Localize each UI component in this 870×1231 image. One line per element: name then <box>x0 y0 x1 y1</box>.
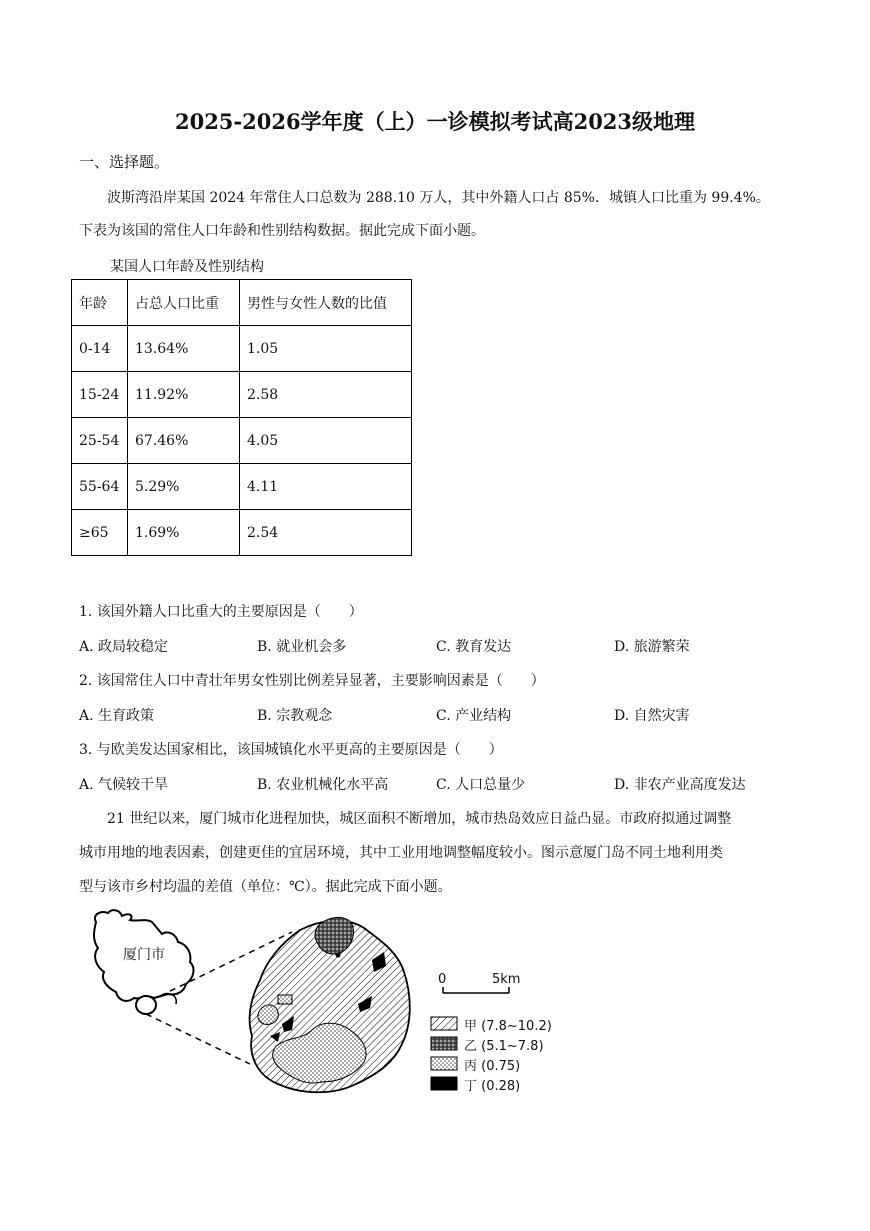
legend-label-ding: 丁 (0.28) <box>464 1079 521 1094</box>
question-1-option-d: D. 旅游繁荣 <box>614 639 690 655</box>
map-city-label: 厦门市 <box>123 947 165 963</box>
xiamen-island-inset <box>136 996 156 1014</box>
question-1-option-b: B. 就业机会多 <box>257 639 347 655</box>
table-cell: 5.29% <box>128 464 240 510</box>
table-cell: 4.05 <box>240 418 412 464</box>
table-cell: 1.69% <box>128 510 240 556</box>
legend-label-yi: 乙 (5.1~7.8) <box>464 1039 544 1054</box>
connector-line <box>146 1014 250 1064</box>
question-2-option-c: C. 产业结构 <box>436 708 512 724</box>
table-cell: 4.11 <box>240 464 412 510</box>
question-2-option-d: D. 自然灾害 <box>614 708 690 724</box>
legend-swatch-yi <box>431 1037 457 1050</box>
question-1-stem: 1. 该国外籍人口比重大的主要原因是（ ） <box>79 604 363 620</box>
legend-label-jia: 甲 (7.8~10.2) <box>464 1019 552 1034</box>
table-cell: 55-64 <box>72 464 128 510</box>
intro2-line2: 城市用地的地表因素，创建更佳的宜居环境，其中工业用地调整幅度较小。图示意厦门岛不同土地利用类 <box>79 845 723 861</box>
question-2-option-b: B. 宗教观念 <box>257 708 333 724</box>
question-3-stem: 3. 与欧美发达国家相比，该国城镇化水平更高的主要原因是（ ） <box>79 742 503 758</box>
question-3-option-a: A. 气候较干旱 <box>79 777 169 793</box>
question-1-option-c: C. 教育发达 <box>436 639 512 655</box>
table-cell: 15-24 <box>72 372 128 418</box>
question-2-stem: 2. 该国常住人口中青壮年男女性别比例差异显著，主要影响因素是（ ） <box>79 673 545 689</box>
table-cell: 11.92% <box>128 372 240 418</box>
table-cell: ≥65 <box>72 510 128 556</box>
table-cell: 25-54 <box>72 418 128 464</box>
question-3-option-b: B. 农业机械化水平高 <box>257 777 389 793</box>
table-cell: 13.64% <box>128 326 240 372</box>
question-3-option-c: C. 人口总量少 <box>436 777 526 793</box>
legend-label-bing: 丙 (0.75) <box>464 1059 521 1074</box>
question-2-option-a: A. 生育政策 <box>79 708 155 724</box>
legend-swatch-jia <box>431 1017 457 1030</box>
intro1-line1: 波斯湾沿岸某国 2024 年常住人口总数为 288.10 万人，其中外籍人口占 85%．城镇人口比重为 99.4%。 <box>107 190 770 206</box>
question-1-option-a: A. 政局较稳定 <box>79 639 169 655</box>
region-ding <box>336 953 341 958</box>
table-cell: 2.58 <box>240 372 412 418</box>
intro2-line3: 型与该市乡村均温的差值（单位：℃）。据此完成下面小题。 <box>79 879 452 895</box>
scale-label-zero: 0 <box>438 972 447 987</box>
table-cell: 67.46% <box>128 418 240 464</box>
legend-swatch-bing <box>431 1057 457 1070</box>
legend-swatch-ding <box>431 1077 457 1090</box>
table-cell: 0-14 <box>72 326 128 372</box>
section-heading: 一、选择题。 <box>79 153 170 171</box>
question-3-option-d: D. 非农产业高度发达 <box>614 777 746 793</box>
intro2-line1: 21 世纪以来，厦门城市化进程加快，城区面积不断增加，城市热岛效应日益凸显。市政府拟通过调整 <box>107 811 732 827</box>
table-cell: 1.05 <box>240 326 412 372</box>
intro1-line2: 下表为该国的常住人口年龄和性别结构数据。据此完成下面小题。 <box>79 223 485 239</box>
scale-label-end: 5km <box>492 972 521 987</box>
table-caption: 某国人口年龄及性别结构 <box>110 259 264 275</box>
table-header-cell: 年龄 <box>72 280 128 326</box>
region-bing-west-small <box>278 995 292 1004</box>
table-header-cell: 占总人口比重 <box>128 280 240 326</box>
table-header-cell: 男性与女性人数的比值 <box>240 280 412 326</box>
table-cell: 2.54 <box>240 510 412 556</box>
page-title: 2025-2026学年度（上）一诊模拟考试高2023级地理 <box>174 109 696 134</box>
